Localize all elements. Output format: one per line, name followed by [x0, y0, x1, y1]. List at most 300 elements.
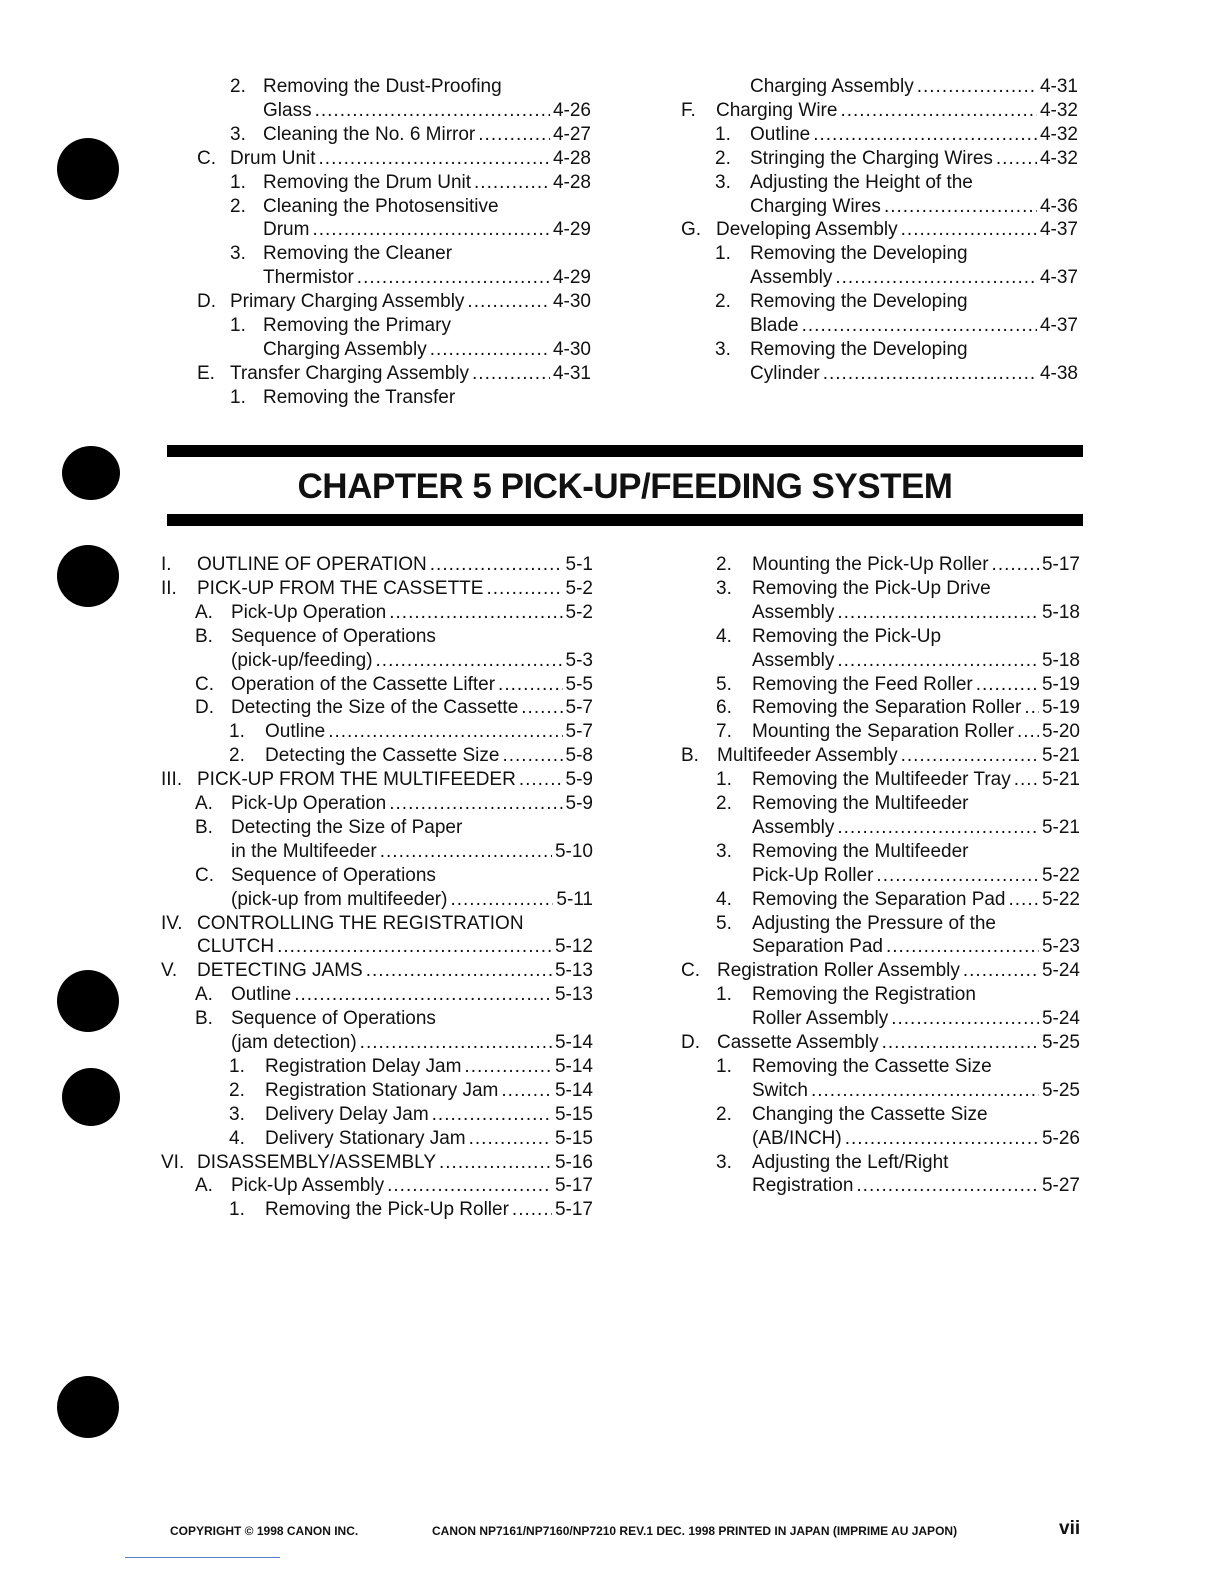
toc-entry: [229, 1079, 593, 1103]
toc-entry: [715, 362, 1078, 386]
toc-entry-number: [715, 75, 750, 99]
toc-entry-page: 5-9: [565, 793, 593, 814]
toc-entry-number: 1.: [230, 171, 246, 193]
toc-entry-page: 5-15: [554, 1103, 593, 1125]
toc-entry-title: Registration Roller Assembly: [717, 960, 960, 982]
toc-entry: [230, 195, 591, 219]
toc-entry-title: Removing the Developing: [750, 243, 968, 265]
toc-entry: [229, 744, 593, 768]
toc-entry-title: PICK-UP FROM THE CASSETTE: [197, 577, 484, 599]
toc-entry-number: B.: [195, 1008, 213, 1030]
toc-entry-title: Registration: [752, 1175, 854, 1197]
toc-leader-dots: [357, 266, 550, 290]
toc-entry-number: 1.: [716, 984, 732, 1006]
toc-entry: [195, 840, 593, 864]
toc-entry-page: 4-32: [1039, 99, 1078, 121]
toc-leader-dots: [360, 1031, 552, 1055]
toc-entry-number: IV.: [161, 912, 183, 934]
toc-entry-number: 4.: [716, 888, 732, 910]
toc-entry-number: 4.: [229, 1127, 245, 1149]
toc-entry-page: 4-31: [1039, 76, 1078, 97]
toc-entry: [716, 601, 1080, 625]
toc-entry: [230, 123, 591, 147]
toc-entry: [161, 959, 593, 983]
toc-entry-number: 3.: [716, 840, 732, 862]
binder-hole-icon: [57, 970, 119, 1032]
toc-entry-title: Cassette Assembly: [717, 1032, 879, 1053]
toc-entry-title: Switch: [752, 1079, 808, 1101]
toc-entry: [230, 386, 591, 410]
toc-entry: [197, 290, 591, 314]
toc-leader-dots: [876, 864, 1039, 888]
toc-entry: [716, 792, 1080, 816]
toc-leader-dots: [835, 266, 1037, 290]
toc-entry-number: 3.: [229, 1103, 245, 1125]
toc-entry: [161, 577, 593, 601]
toc-entry: [195, 792, 593, 816]
toc-leader-dots: [837, 816, 1039, 840]
toc-entry-number: [716, 649, 752, 673]
toc-entry-title: (AB/INCH): [752, 1127, 842, 1149]
toc-leader-dots: [1024, 696, 1039, 720]
toc-entry-number: C.: [195, 673, 214, 695]
binder-hole-icon: [62, 446, 120, 500]
toc-entry-title: Adjusting the Height of the: [750, 171, 973, 193]
toc-entry-page: 4-32: [1039, 123, 1078, 145]
toc-entry: [197, 147, 591, 171]
toc-entry: [716, 912, 1080, 936]
toc-entry: [229, 1127, 593, 1151]
toc-entry-number: [195, 1031, 231, 1055]
toc-entry-title: Removing the Separation Pad: [752, 888, 1006, 910]
toc-entry: [230, 242, 591, 266]
toc-entry: [161, 935, 593, 959]
toc-leader-dots: [884, 195, 1037, 219]
toc-leader-dots: [387, 1174, 552, 1198]
toc-entry-title: Removing the Cassette Size: [752, 1055, 992, 1077]
toc-entry-page: 4-32: [1039, 147, 1078, 169]
toc-leader-dots: [917, 75, 1037, 99]
footer-page-number: vii: [1059, 1518, 1081, 1539]
toc-entry-number: F.: [681, 99, 696, 121]
toc-entry-number: 3.: [715, 171, 731, 193]
toc-entry: [716, 1151, 1080, 1175]
toc-entry-title: Outline: [750, 123, 811, 145]
toc-entry-number: 1.: [715, 243, 731, 265]
footer-link-underline: [125, 1557, 280, 1558]
toc-entry-title: Outline: [231, 984, 292, 1006]
toc-entry-number: A.: [195, 793, 213, 814]
toc-leader-dots: [891, 1007, 1039, 1031]
toc-leader-dots: [1014, 768, 1039, 792]
toc-entry-page: 5-17: [554, 1175, 593, 1197]
toc-entry-number: [716, 1174, 752, 1198]
toc-entry-page: 5-18: [1041, 649, 1080, 671]
toc-entry-number: V.: [161, 960, 178, 982]
toc-leader-dots: [501, 1079, 552, 1103]
toc-entry: [195, 816, 593, 840]
toc-entry-number: 3.: [715, 338, 731, 360]
footer-copyright: COPYRIGHT © 1998 CANON INC.: [170, 1524, 359, 1538]
toc-entry-number: [195, 888, 231, 912]
toc-leader-dots: [512, 1198, 552, 1222]
toc-entry: [195, 1031, 593, 1055]
toc-entry: [681, 218, 1078, 242]
toc-entry-page: 5-25: [1041, 1079, 1080, 1101]
toc-entry-title: Removing the Pick-Up Roller: [265, 1199, 509, 1221]
toc-entry-title: Assembly: [752, 816, 835, 838]
toc-entry-number: 4.: [716, 625, 732, 647]
toc-entry: [715, 171, 1078, 195]
toc-leader-dots: [845, 1127, 1039, 1151]
toc-entry: [716, 673, 1080, 697]
toc-entry-number: 3.: [230, 123, 246, 145]
toc-leader-dots: [996, 147, 1037, 171]
toc-entry: [716, 983, 1080, 1007]
toc-entry: [715, 338, 1078, 362]
toc-entry: [716, 577, 1080, 601]
toc-entry: [716, 553, 1080, 577]
toc-entry-page: 5-12: [554, 936, 593, 958]
toc-entry-title: Detecting the Size of Paper: [231, 816, 463, 838]
toc-leader-dots: [389, 792, 562, 816]
toc-entry: [716, 935, 1080, 959]
toc-entry-number: [716, 935, 752, 959]
toc-entry-number: B.: [681, 745, 699, 767]
toc-entry: [716, 768, 1080, 792]
toc-entry-number: 3.: [230, 243, 246, 265]
toc-leader-dots: [840, 99, 1037, 123]
toc-entry-title: Removing the Cleaner: [263, 243, 453, 265]
toc-leader-dots: [312, 218, 550, 242]
toc-entry-title: Delivery Delay Jam: [265, 1103, 429, 1125]
toc-entry: [715, 195, 1078, 219]
toc-entry: [715, 314, 1078, 338]
toc-entry: [230, 218, 591, 242]
toc-entry: [195, 983, 593, 1007]
toc-entry-title: Removing the Developing: [750, 338, 968, 360]
toc-entry-number: 2.: [229, 745, 245, 767]
toc-entry: [197, 362, 591, 386]
toc-entry-page: 5-24: [1041, 960, 1080, 982]
toc-leader-dots: [802, 314, 1037, 338]
toc-entry-title: Blade: [750, 315, 799, 336]
toc-entry: [161, 912, 593, 936]
toc-entry-title: Operation of the Cassette Lifter: [231, 673, 496, 695]
toc-entry-number: A.: [195, 984, 213, 1006]
toc-entry: [715, 147, 1078, 171]
toc-entry-title: Drum: [263, 219, 310, 241]
toc-entry-number: 2.: [716, 793, 732, 814]
toc-leader-dots: [328, 720, 562, 744]
toc-leader-dots: [519, 768, 563, 792]
toc-entry: [195, 625, 593, 649]
toc-entry-page: 5-16: [554, 1151, 593, 1173]
toc-entry: [681, 99, 1078, 123]
toc-entry-title: Changing the Cassette Size: [752, 1103, 988, 1125]
toc-leader-dots: [472, 362, 550, 386]
toc-leader-dots: [439, 1151, 552, 1175]
toc-leader-dots: [813, 123, 1037, 147]
toc-entry-page: 4-38: [1039, 362, 1078, 384]
toc-entry-page: 5-21: [1041, 816, 1080, 838]
toc-entry-number: 2.: [716, 1103, 732, 1125]
toc-entry-title: Adjusting the Left/Right: [752, 1151, 949, 1173]
toc-entry-page: 5-10: [554, 840, 593, 862]
toc-entry-number: I.: [161, 554, 172, 575]
toc-entry-page: 5-21: [1041, 745, 1080, 767]
toc-entry-page: 4-28: [552, 171, 591, 193]
toc-entry-number: [195, 649, 231, 673]
toc-entry-page: 4-37: [1039, 219, 1078, 241]
toc-entry-title: OUTLINE OF OPERATION: [197, 554, 427, 575]
toc-entry-title: Pick-Up Roller: [752, 864, 874, 886]
toc-entry-page: 5-25: [1041, 1032, 1080, 1053]
toc-entry: [715, 242, 1078, 266]
toc-entry-page: 5-27: [1041, 1175, 1080, 1197]
footer-model-info: CANON NP7161/NP7160/NP7210 REV.1 DEC. 1998 PRINTED IN JAPAN (IMPRIME AU JAPON): [432, 1524, 958, 1538]
toc-leader-dots: [478, 123, 550, 147]
toc-entry: [681, 744, 1080, 768]
toc-entry-page: 5-19: [1041, 673, 1080, 695]
toc-entry-title: Drum Unit: [230, 147, 316, 169]
toc-entry-number: III.: [161, 769, 183, 791]
toc-entry-number: [716, 864, 752, 888]
toc-entry-title: Delivery Stationary Jam: [265, 1127, 466, 1149]
toc-entry-page: 4-31: [552, 362, 591, 384]
toc-entry-number: 2.: [715, 291, 731, 313]
toc-entry-title: Mounting the Pick-Up Roller: [752, 554, 989, 575]
toc-entry-page: 5-11: [556, 888, 593, 910]
toc-leader-dots: [294, 983, 552, 1007]
toc-entry: [161, 553, 593, 577]
toc-entry-title: Outline: [265, 721, 326, 743]
toc-entry: [230, 75, 591, 99]
toc-leader-dots: [1017, 720, 1039, 744]
toc-entry-page: 4-30: [552, 338, 591, 360]
toc-entry-title: Charging Assembly: [263, 338, 427, 360]
toc-entry-number: C.: [195, 864, 214, 886]
toc-entry-page: 5-14: [554, 1032, 593, 1053]
toc-entry-title: (pick-up from multifeeder): [231, 888, 448, 910]
toc-leader-dots: [502, 744, 562, 768]
toc-entry-title: Removing the Developing: [750, 291, 968, 313]
toc-entry-page: 5-19: [1041, 697, 1080, 719]
toc-entry-page: 5-18: [1041, 601, 1080, 623]
toc-entry-title: Sequence of Operations: [231, 1008, 436, 1030]
toc-entry-number: 5.: [716, 673, 732, 695]
toc-entry-number: D.: [681, 1032, 700, 1053]
toc-entry-page: 5-22: [1041, 864, 1080, 886]
toc-entry-title: Assembly: [752, 649, 835, 671]
toc-entry-page: 5-8: [565, 745, 593, 767]
toc-entry-page: 5-13: [554, 984, 593, 1006]
toc-entry: [230, 314, 591, 338]
toc-entry-title: Assembly: [750, 267, 833, 289]
toc-entry: [230, 338, 591, 362]
toc-entry-page: 4-28: [552, 147, 591, 169]
toc-leader-dots: [467, 290, 550, 314]
toc-entry-title: Cleaning the No. 6 Mirror: [263, 123, 476, 145]
toc-entry: [195, 1174, 593, 1198]
toc-leader-dots: [837, 649, 1039, 673]
toc-entry-title: Removing the Primary: [263, 315, 451, 336]
toc-leader-dots: [498, 673, 562, 697]
toc-entry-number: D.: [195, 697, 214, 719]
toc-entry-page: 5-7: [565, 721, 593, 743]
toc-entry-page: 4-36: [1039, 195, 1078, 217]
toc-entry-number: [230, 99, 263, 123]
toc-entry-number: [230, 338, 263, 362]
toc-entry-number: 3.: [716, 1151, 732, 1173]
toc-entry-title: Pick-Up Operation: [231, 793, 387, 814]
toc-leader-dots: [430, 338, 550, 362]
toc-entry-title: Primary Charging Assembly: [230, 291, 465, 313]
toc-entry: [161, 768, 593, 792]
toc-entry-page: 5-20: [1041, 721, 1080, 743]
toc-leader-dots: [837, 601, 1039, 625]
toc-entry: [195, 864, 593, 888]
toc-entry: [195, 673, 593, 697]
toc-entry: [716, 840, 1080, 864]
toc-leader-dots: [976, 673, 1039, 697]
toc-entry: [716, 625, 1080, 649]
toc-leader-dots: [469, 1127, 552, 1151]
toc-entry: [229, 720, 593, 744]
toc-entry-title: Detecting the Size of the Cassette: [231, 697, 519, 719]
toc-leader-dots: [277, 935, 552, 959]
toc-entry-number: 1.: [715, 123, 731, 145]
toc-entry-title: Registration Stationary Jam: [265, 1079, 499, 1101]
toc-entry-page: 5-5: [565, 673, 593, 695]
toc-entry-page: 5-22: [1041, 888, 1080, 910]
toc-leader-dots: [486, 577, 562, 601]
toc-entry-number: [195, 840, 231, 864]
toc-entry-title: Removing the Drum Unit: [263, 171, 472, 193]
toc-entry-number: 2.: [230, 195, 246, 217]
toc-entry-page: 5-9: [565, 769, 593, 791]
toc-entry-number: 2.: [229, 1079, 245, 1101]
toc-entry-page: 4-37: [1039, 315, 1078, 336]
toc-entry-page: 5-26: [1041, 1127, 1080, 1149]
toc-entry-number: II.: [161, 577, 177, 599]
toc-leader-dots: [882, 1031, 1039, 1055]
toc-entry-title: Removing the Pick-Up Drive: [752, 577, 991, 599]
toc-entry-number: [715, 195, 750, 219]
toc-entry-title: Stringing the Charging Wires: [750, 147, 993, 169]
toc-entry: [715, 266, 1078, 290]
toc-entry-number: 2.: [715, 147, 731, 169]
toc-leader-dots: [319, 147, 550, 171]
toc-entry-number: 2.: [716, 554, 732, 575]
toc-entry: [229, 1103, 593, 1127]
toc-entry-number: 1.: [716, 1055, 732, 1077]
toc-entry-page: 4-37: [1039, 267, 1078, 289]
toc-leader-dots: [380, 840, 552, 864]
toc-entry-number: [716, 1127, 752, 1151]
toc-entry-number: E.: [197, 362, 215, 384]
toc-entry-title: Thermistor: [263, 267, 354, 289]
toc-entry-title: Pick-Up Operation: [231, 601, 387, 623]
toc-entry: [229, 1198, 593, 1222]
toc-entry-number: [716, 816, 752, 840]
toc-entry: [716, 1079, 1080, 1103]
binder-hole-icon: [57, 545, 119, 607]
toc-entry-title: Glass: [263, 99, 312, 121]
toc-entry-title: Mounting the Separation Roller: [752, 721, 1014, 743]
toc-entry: [716, 1127, 1080, 1151]
toc-leader-dots: [366, 959, 552, 983]
toc-entry-page: 5-17: [1041, 554, 1080, 575]
toc-entry-number: [230, 218, 263, 242]
toc-leader-dots: [811, 1079, 1039, 1103]
toc-entry-page: 4-29: [552, 219, 591, 241]
toc-entry-title: Removing the Feed Roller: [752, 673, 973, 695]
toc-entry: [195, 888, 593, 912]
toc-entry-title: Removing the Transfer: [263, 386, 456, 408]
toc-entry-page: 4-26: [552, 99, 591, 121]
chapter-top-rule: [167, 445, 1083, 457]
toc-entry-title: Charging Assembly: [750, 76, 914, 97]
toc-entry: [195, 696, 593, 720]
toc-entry-page: 5-7: [565, 697, 593, 719]
toc-entry-page: 5-2: [565, 577, 593, 599]
toc-entry-number: 3.: [716, 577, 732, 599]
toc-entry-page: 5-14: [554, 1055, 593, 1077]
toc-entry: [230, 99, 591, 123]
toc-entry: [681, 959, 1080, 983]
toc-leader-dots: [432, 1103, 552, 1127]
toc-entry-title: Removing the Registration: [752, 984, 976, 1006]
toc-entry-title: Transfer Charging Assembly: [230, 362, 470, 384]
toc-entry-title: DISASSEMBLY/ASSEMBLY: [197, 1151, 436, 1173]
toc-entry-page: 4-29: [552, 267, 591, 289]
binder-hole-icon: [62, 1068, 120, 1126]
toc-entry: [716, 1007, 1080, 1031]
toc-entry: [195, 601, 593, 625]
toc-entry-page: 5-1: [565, 554, 593, 575]
toc-entry-title: Multifeeder Assembly: [717, 745, 898, 767]
toc-entry: [716, 1055, 1080, 1079]
toc-leader-dots: [464, 1055, 552, 1079]
toc-entry: [230, 171, 591, 195]
toc-entry-number: D.: [197, 291, 216, 313]
toc-entry-number: 2.: [230, 76, 246, 97]
chapter-bottom-rule: [167, 514, 1083, 526]
toc-entry-number: A.: [195, 601, 213, 623]
toc-entry: [229, 1055, 593, 1079]
toc-entry: [716, 696, 1080, 720]
toc-entry-title: Pick-Up Assembly: [231, 1175, 385, 1197]
toc-entry-number: 1.: [716, 769, 732, 791]
toc-entry-number: C.: [681, 960, 700, 982]
toc-leader-dots: [992, 553, 1039, 577]
toc-entry-title: CONTROLLING THE REGISTRATION: [197, 912, 524, 934]
toc-leader-dots: [450, 888, 553, 912]
toc-entry: [715, 123, 1078, 147]
toc-entry-title: Removing the Dust-Proofing: [263, 76, 502, 97]
toc-entry-title: DETECTING JAMS: [197, 960, 363, 982]
toc-entry-number: [715, 362, 750, 386]
toc-entry-title: Sequence of Operations: [231, 625, 436, 647]
toc-entry-number: 1.: [230, 386, 246, 408]
toc-entry: [681, 1031, 1080, 1055]
toc-entry-number: [230, 266, 263, 290]
toc-entry-page: 5-24: [1041, 1008, 1080, 1030]
toc-entry-title: Removing the Separation Roller: [752, 697, 1022, 719]
toc-entry: [716, 864, 1080, 888]
toc-leader-dots: [521, 696, 562, 720]
